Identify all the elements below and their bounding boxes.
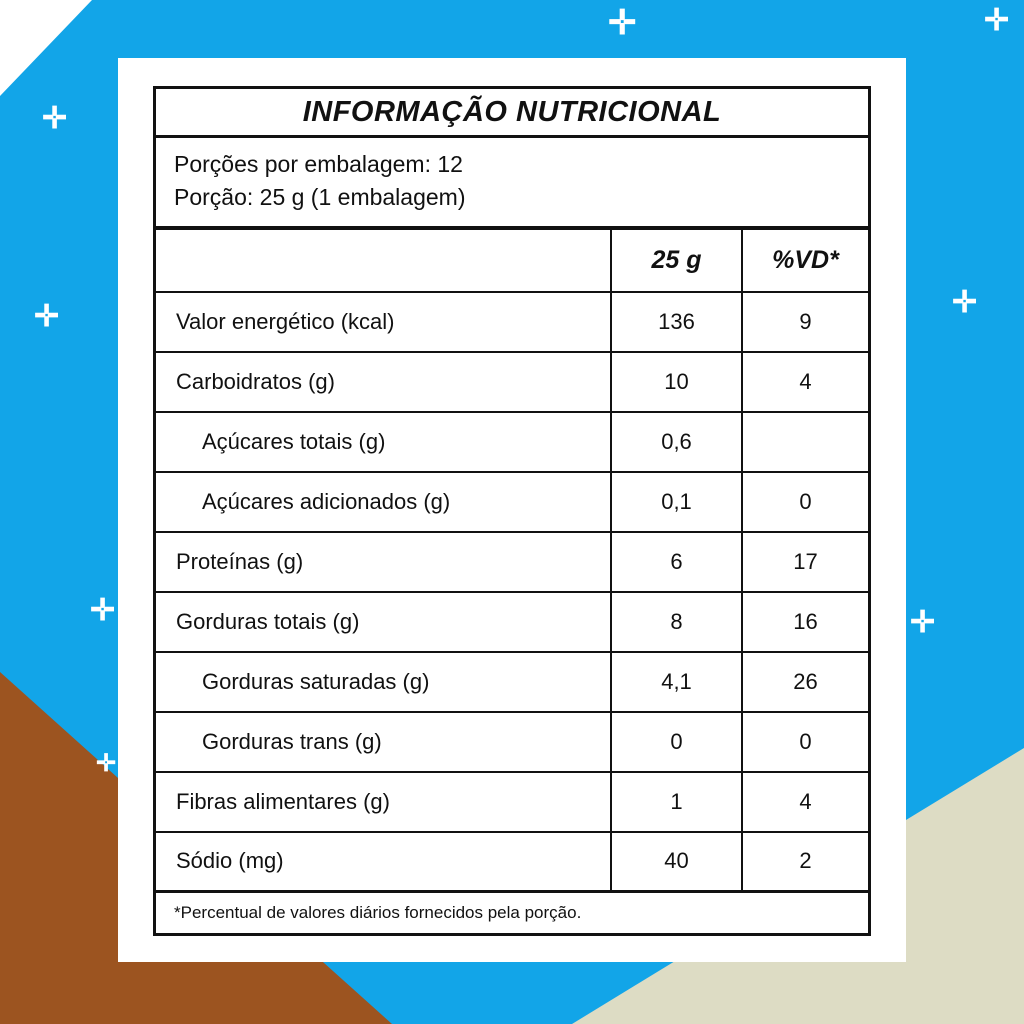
nutrient-dv xyxy=(742,412,868,472)
table-row xyxy=(156,532,868,592)
nutrient-amount: 4,1 xyxy=(611,652,742,712)
plus-icon: ✛ xyxy=(42,102,68,135)
table-body xyxy=(156,292,868,892)
plus-icon: ✛ xyxy=(90,594,116,627)
nutrient-amount: 0,1 xyxy=(611,472,742,532)
nutrient-name: Açúcares adicionados (g) xyxy=(156,472,611,532)
plus-icon: ✛ xyxy=(34,300,60,333)
nutrient-amount: 136 xyxy=(611,292,742,352)
nutrient-amount: 1 xyxy=(611,772,742,832)
serving-size: Porção: 25 g (1 embalagem) xyxy=(174,183,466,210)
nutrient-name: Fibras alimentares (g) xyxy=(156,772,611,832)
servings-per-package: Porções por embalagem: 12 xyxy=(174,151,463,178)
plus-icon: ✛ xyxy=(910,606,936,639)
plus-icon: ✛ xyxy=(952,286,978,319)
serving-info xyxy=(156,138,868,229)
column-header-dv: %VD* xyxy=(742,230,868,292)
nutrient-dv: 17 xyxy=(742,532,868,592)
nutrient-amount: 6 xyxy=(611,532,742,592)
nutrient-dv: 0 xyxy=(742,472,868,532)
plus-icon: ✛ xyxy=(96,750,117,777)
plus-icon: ✛ xyxy=(608,4,637,42)
table-row xyxy=(156,712,868,772)
nutrition-card xyxy=(118,58,906,962)
nutrient-dv: 2 xyxy=(742,832,868,892)
nutrient-name: Gorduras trans (g) xyxy=(156,712,611,772)
nutrient-amount: 0,6 xyxy=(611,412,742,472)
nutrition-table xyxy=(156,230,868,894)
nutrient-amount: 8 xyxy=(611,592,742,652)
nutrition-label xyxy=(153,86,871,936)
table-row xyxy=(156,292,868,352)
table-row xyxy=(156,592,868,652)
nutrient-amount: 40 xyxy=(611,832,742,892)
nutrient-name: Proteínas (g) xyxy=(156,532,611,592)
nutrient-name: Gorduras saturadas (g) xyxy=(156,652,611,712)
nutrient-amount: 10 xyxy=(611,352,742,412)
column-header-amount: 25 g xyxy=(611,230,742,292)
nutrient-name: Valor energético (kcal) xyxy=(156,292,611,352)
nutrient-amount: 0 xyxy=(611,712,742,772)
table-head xyxy=(156,230,868,292)
nutrient-name: Sódio (mg) xyxy=(156,832,611,892)
table-row xyxy=(156,652,868,712)
nutrient-dv: 9 xyxy=(742,292,868,352)
nutrient-name: Gorduras totais (g) xyxy=(156,592,611,652)
table-row xyxy=(156,832,868,892)
nutrient-dv: 26 xyxy=(742,652,868,712)
table-row xyxy=(156,472,868,532)
nutrient-dv: 4 xyxy=(742,772,868,832)
column-header-nutrient xyxy=(156,230,611,292)
nutrient-dv: 4 xyxy=(742,352,868,412)
table-header-row xyxy=(156,230,868,292)
nutrient-dv: 0 xyxy=(742,712,868,772)
page-title: INFORMAÇÃO NUTRICIONAL xyxy=(156,89,868,138)
table-row xyxy=(156,412,868,472)
nutrient-name: Carboidratos (g) xyxy=(156,352,611,412)
table-row xyxy=(156,772,868,832)
table-row xyxy=(156,352,868,412)
nutrient-dv: 16 xyxy=(742,592,868,652)
nutrient-name: Açúcares totais (g) xyxy=(156,412,611,472)
plus-icon: ✛ xyxy=(984,4,1010,37)
footnote: *Percentual de valores diários fornecidos pela porção. xyxy=(174,903,582,922)
